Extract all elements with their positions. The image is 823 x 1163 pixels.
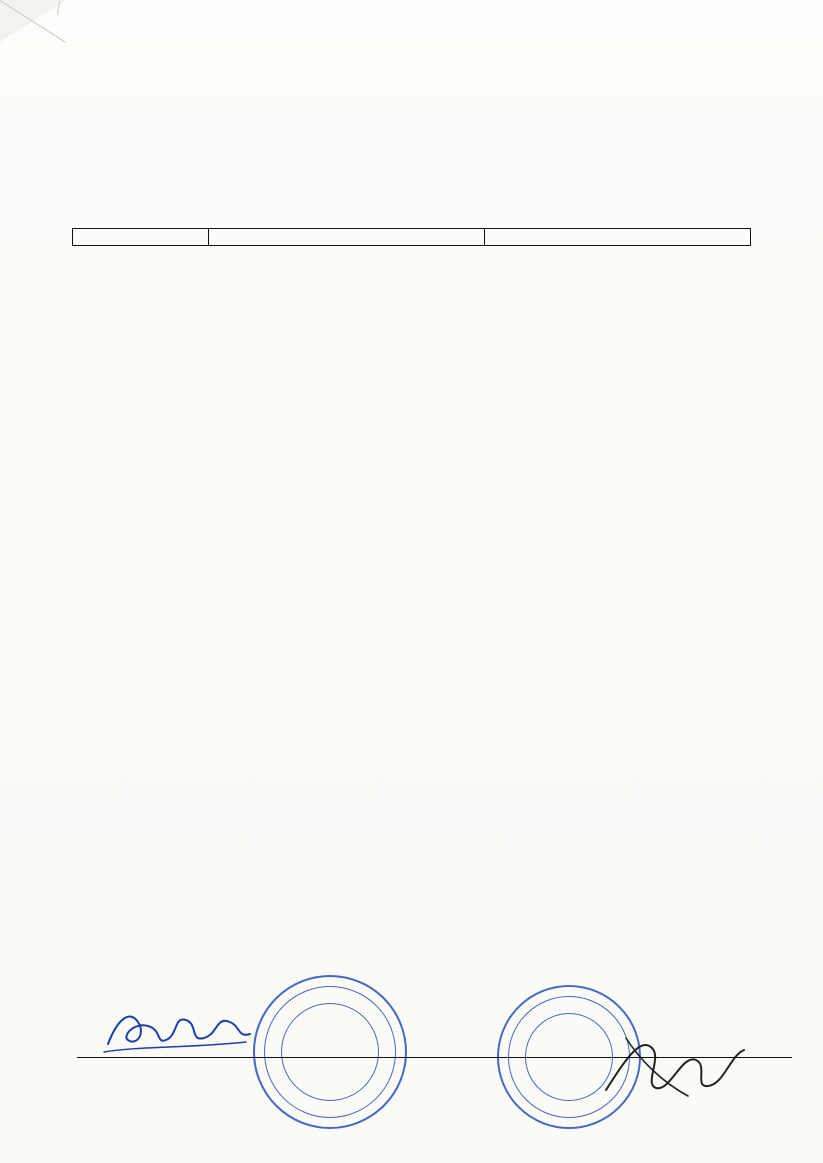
- declaration-line: [0, 172, 823, 188]
- signature-rule: [77, 1057, 792, 1058]
- table-header-code: [73, 229, 209, 246]
- folded-corner: [0, 0, 70, 46]
- product-table: [72, 228, 751, 246]
- handwritten-signature: [100, 1000, 260, 1062]
- copy-true-stamp: [640, 1020, 653, 1037]
- handwritten-signature-secondary: [600, 1030, 750, 1100]
- company-round-stamp: [253, 975, 407, 1129]
- table-header-doc: [485, 229, 751, 246]
- table-header-row: [73, 229, 751, 246]
- table-header-name: [208, 229, 484, 246]
- qr-code: [672, 14, 768, 110]
- copy-true-line1: [640, 1020, 653, 1037]
